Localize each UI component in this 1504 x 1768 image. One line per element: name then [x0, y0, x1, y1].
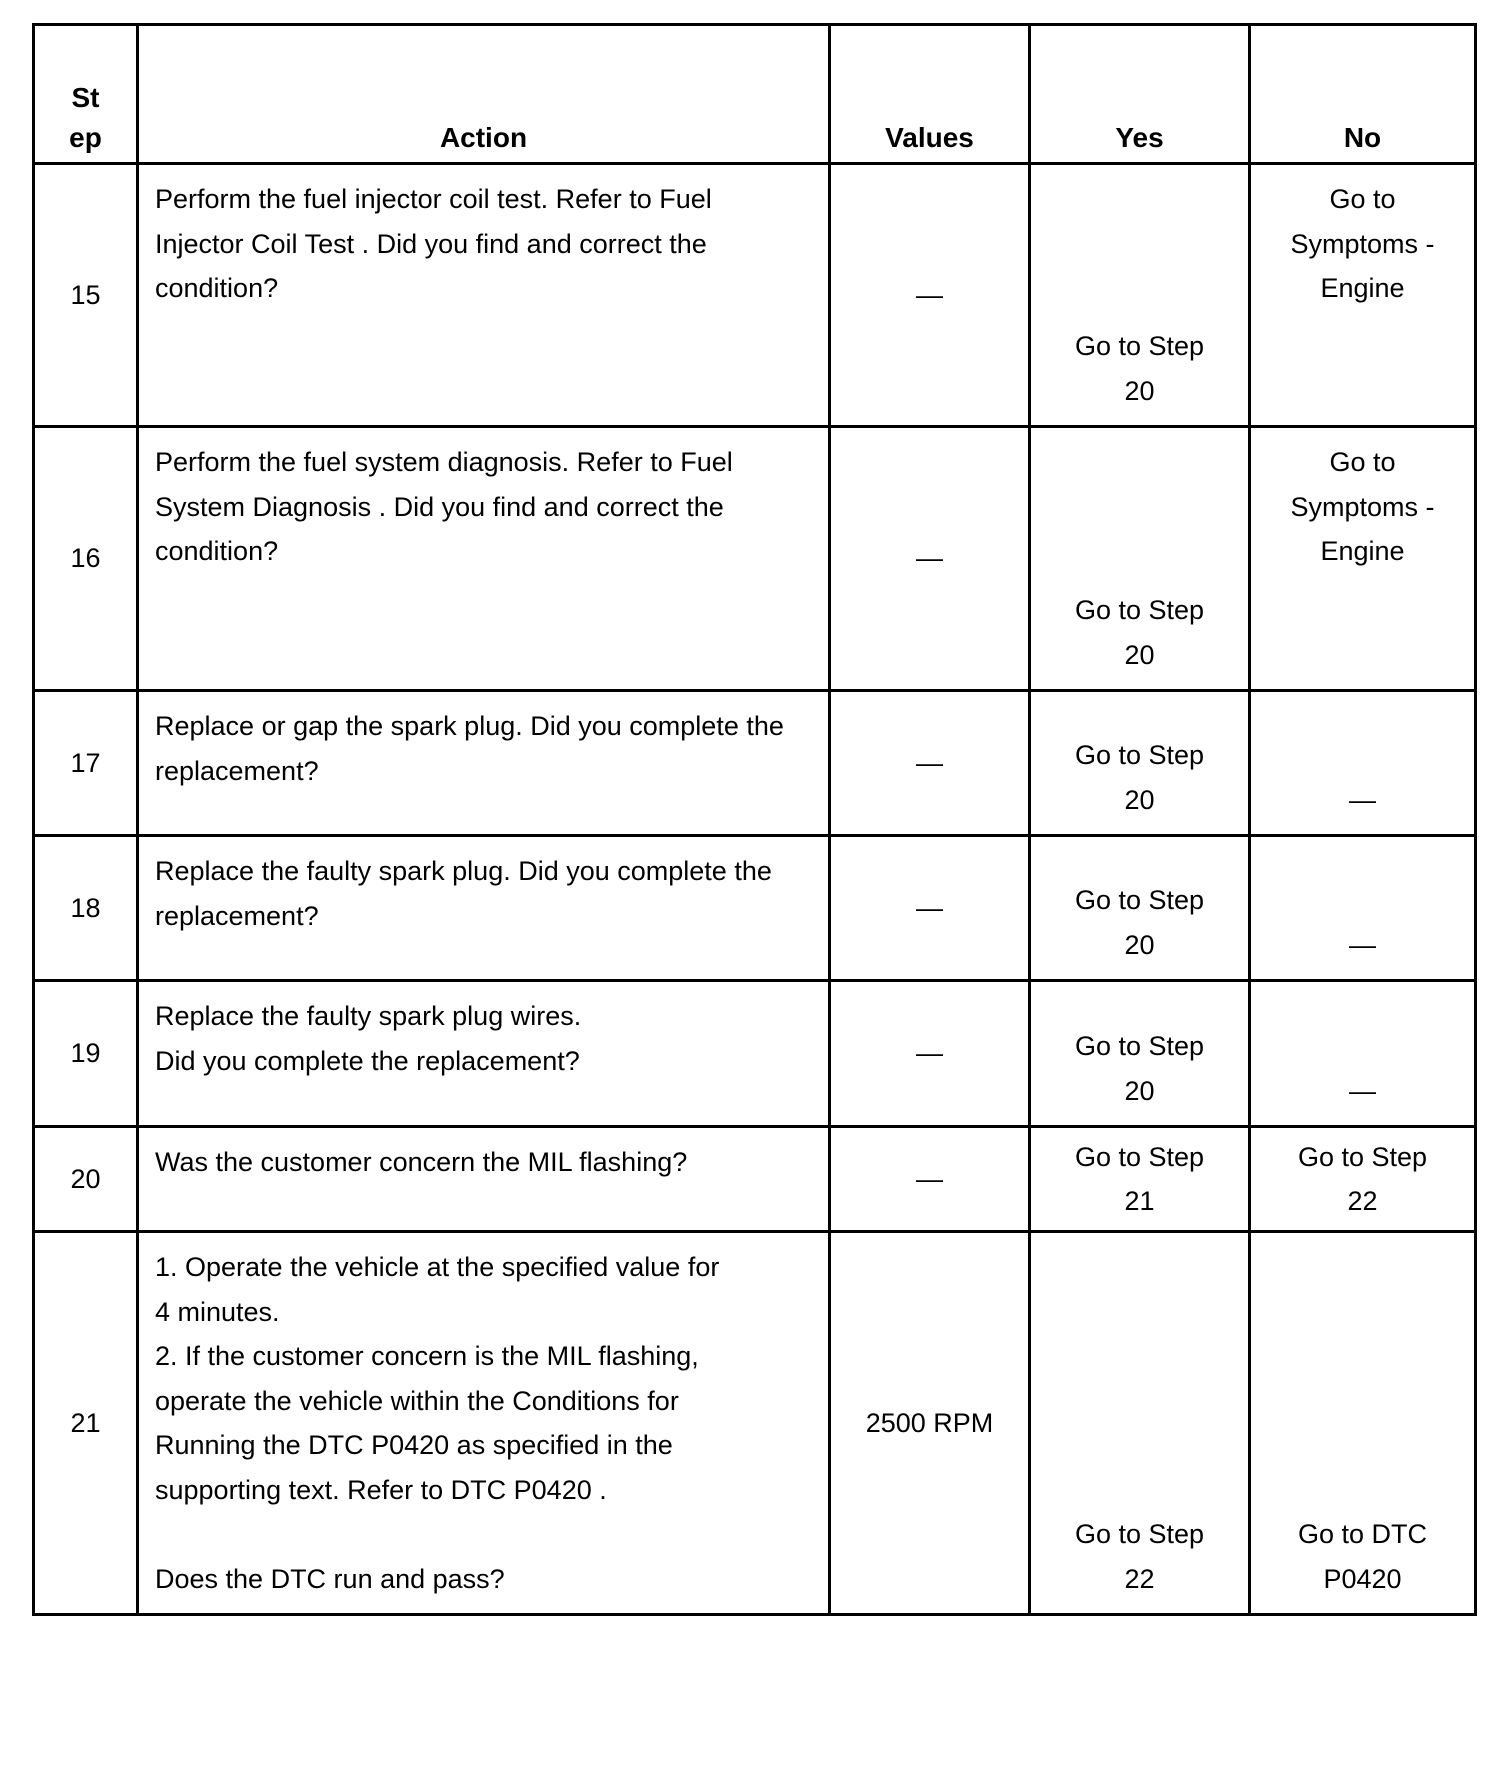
header-row: [34, 25, 1476, 164]
yes-line: 20: [1124, 639, 1155, 670]
header-values: Values: [830, 25, 1030, 164]
table-row: [34, 981, 1476, 1127]
values-cell: —: [830, 427, 1030, 691]
yes-cell: [1030, 1232, 1250, 1615]
action-line: Replace the faulty spark plug. Did you complete the: [155, 856, 772, 886]
yes-line: Go to Step: [1074, 1141, 1205, 1172]
no-line: —: [1349, 1075, 1376, 1106]
no-line: Go to Step: [1297, 1141, 1428, 1172]
no-line: Symptoms -: [1290, 491, 1435, 522]
action-line: Replace or gap the spark plug. Did you complete the: [155, 711, 784, 741]
no-line: Go to: [1329, 184, 1396, 214]
yes-line: Go to Step: [1074, 331, 1205, 361]
action-line: 4 minutes.: [155, 1296, 280, 1327]
action-line: Did you complete the replacement?: [155, 1045, 580, 1076]
table-row: [34, 164, 1476, 427]
action-line: replacement?: [155, 900, 319, 931]
no-cell: [1250, 836, 1476, 981]
action-line: System Diagnosis . Did you find and correct the: [155, 491, 724, 522]
table-row: [34, 1232, 1476, 1615]
no-line: Engine: [1320, 536, 1405, 566]
no-line: P0420: [1323, 1563, 1402, 1594]
action-line: Was the customer concern the MIL flashing?: [155, 1147, 688, 1177]
action-line: Perform the fuel injector coil test. Refer to Fuel: [155, 184, 712, 214]
action-cell: [138, 691, 830, 836]
step-number-cell: 19: [34, 981, 138, 1127]
action-cell: [138, 1232, 830, 1615]
step-number-cell: 16: [34, 427, 138, 691]
action-line: Running the DTC P0420 as specified in the: [155, 1430, 673, 1460]
action-line: condition?: [155, 273, 279, 303]
yes-line: 20: [1124, 929, 1155, 960]
header-yes: Yes: [1030, 25, 1250, 164]
no-line: —: [1349, 784, 1376, 815]
header-step-line2: ep: [69, 122, 102, 153]
yes-line: 20: [1124, 1075, 1155, 1106]
action-cell: [138, 427, 830, 691]
yes-line: Go to Step: [1074, 1519, 1205, 1549]
no-line: Engine: [1320, 273, 1405, 303]
values-cell: —: [830, 981, 1030, 1127]
action-line: Does the DTC run and pass?: [155, 1563, 505, 1594]
header-no: No: [1250, 25, 1476, 164]
yes-line: Go to Step: [1074, 740, 1205, 770]
diagnostic-table: [32, 23, 1477, 1616]
no-line: Go to DTC: [1297, 1519, 1428, 1549]
table-row: [34, 1127, 1476, 1232]
action-cell: [138, 164, 830, 427]
step-number-cell: 20: [34, 1127, 138, 1232]
table-row: [34, 691, 1476, 836]
yes-cell: [1030, 981, 1250, 1127]
yes-line: Go to Step: [1074, 885, 1205, 915]
no-cell: [1250, 981, 1476, 1127]
values-cell: —: [830, 164, 1030, 427]
action-line: condition?: [155, 536, 279, 566]
step-number-cell: 18: [34, 836, 138, 981]
yes-line: 22: [1124, 1563, 1155, 1594]
yes-line: Go to Step: [1074, 595, 1205, 625]
no-cell: [1250, 1127, 1476, 1232]
values-cell: —: [830, 691, 1030, 836]
header-step: [34, 25, 138, 164]
step-number-cell: 15: [34, 164, 138, 427]
no-line: —: [1349, 929, 1376, 960]
values-cell: —: [830, 836, 1030, 981]
action-cell: [138, 836, 830, 981]
action-line: Replace the faulty spark plug wires.: [155, 1001, 582, 1031]
action-cell: [138, 1127, 830, 1232]
values-cell: —: [830, 1127, 1030, 1232]
no-line: Symptoms -: [1290, 228, 1435, 259]
action-line: operate the vehicle within the Conditions for: [155, 1385, 679, 1416]
action-line: supporting text. Refer to DTC P0420 .: [155, 1474, 607, 1505]
action-cell: [138, 981, 830, 1127]
action-line: Injector Coil Test . Did you find and correct the: [155, 228, 707, 259]
yes-cell: [1030, 836, 1250, 981]
action-line: 2. If the customer concern is the MIL flashing,: [155, 1341, 699, 1371]
no-cell: [1250, 164, 1476, 427]
header-action: Action: [138, 25, 830, 164]
yes-line: 21: [1124, 1186, 1155, 1216]
no-cell: [1250, 1232, 1476, 1615]
action-line: [155, 1512, 816, 1557]
action-line: 1. Operate the vehicle at the specified value for: [155, 1252, 720, 1282]
yes-cell: [1030, 1127, 1250, 1232]
yes-line: 20: [1124, 375, 1155, 406]
no-line: 22: [1347, 1186, 1378, 1216]
no-cell: [1250, 691, 1476, 836]
yes-cell: [1030, 164, 1250, 427]
table-row: [34, 427, 1476, 691]
no-line: Go to: [1329, 447, 1396, 477]
yes-cell: [1030, 691, 1250, 836]
action-line: replacement?: [155, 755, 319, 786]
yes-line: 20: [1124, 784, 1155, 815]
no-cell: [1250, 427, 1476, 691]
yes-line: Go to Step: [1074, 1031, 1205, 1061]
action-line: Perform the fuel system diagnosis. Refer to Fuel: [155, 447, 733, 477]
header-step-line1: St: [71, 82, 100, 113]
yes-cell: [1030, 427, 1250, 691]
step-number-cell: 17: [34, 691, 138, 836]
table-row: [34, 836, 1476, 981]
step-number-cell: 21: [34, 1232, 138, 1615]
values-cell: 2500 RPM: [830, 1232, 1030, 1615]
